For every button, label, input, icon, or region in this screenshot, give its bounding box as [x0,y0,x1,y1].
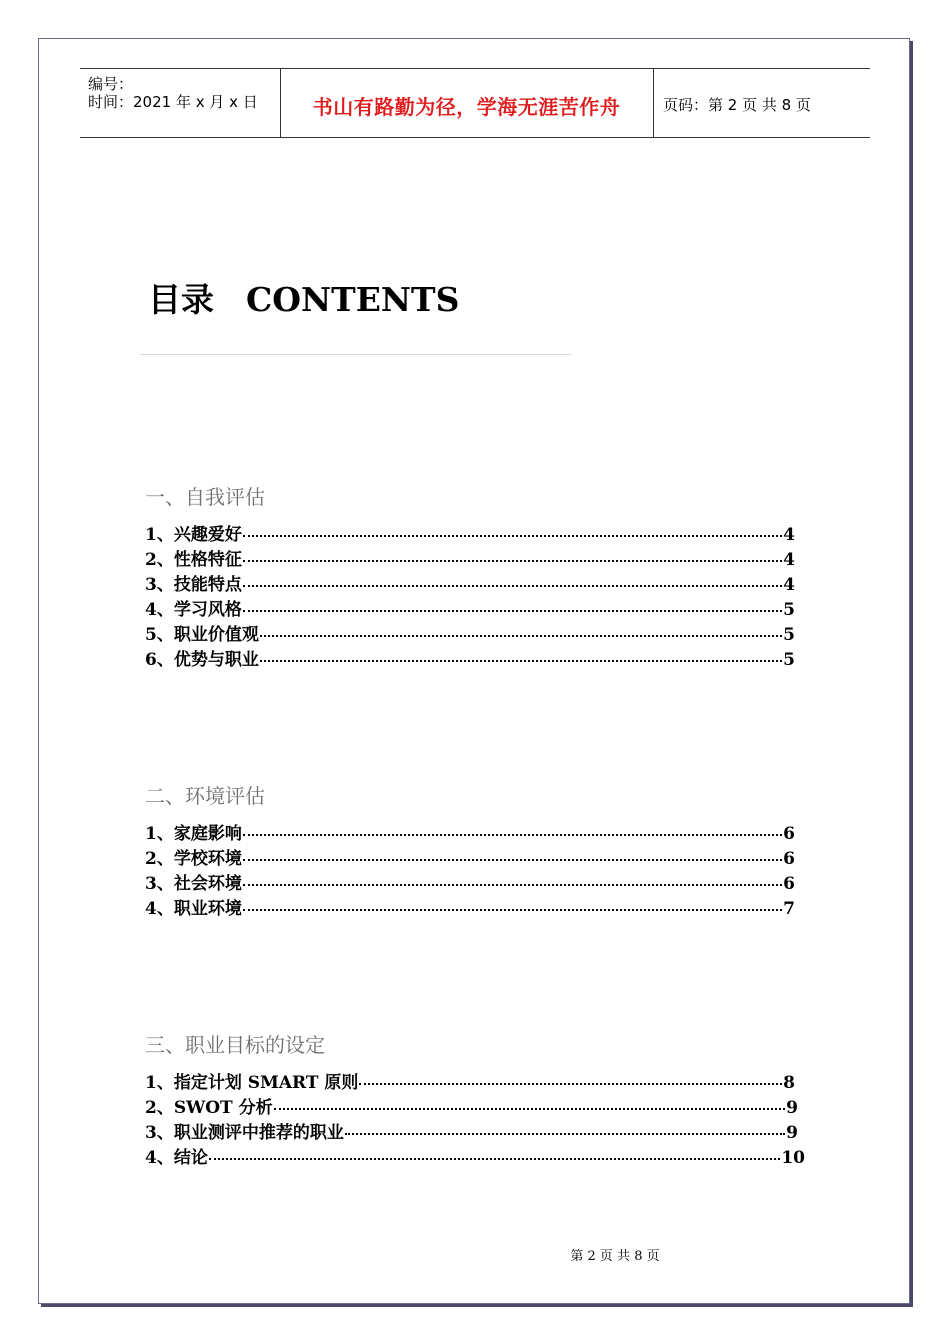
toc-item[interactable] [145,520,795,545]
toc-item[interactable] [145,1118,798,1143]
toc-item-page: 5 [783,600,795,620]
toc-item-page: 10 [781,1148,805,1168]
toc-item-page: 4 [783,525,795,545]
toc-leader-dots [243,599,782,612]
title-chinese: 目录 [148,280,214,319]
toc-item-page: 6 [783,874,795,894]
section-heading-environment-assessment: 二、环境评估 [145,784,265,808]
toc-leader-dots [345,1122,785,1135]
toc-item-page: 9 [786,1123,798,1143]
page-title [148,274,459,321]
toc-item-label: 1、家庭影响 [145,824,242,844]
toc-item[interactable] [145,545,795,570]
toc-item[interactable] [145,645,795,670]
toc-item[interactable] [145,595,795,620]
toc-item[interactable] [145,844,795,869]
toc-item-label: 4、结论 [145,1148,208,1168]
toc-item-label: 3、技能特点 [145,575,242,595]
toc-item[interactable] [145,620,795,645]
toc-item[interactable] [145,1143,805,1168]
toc-item-page: 5 [783,650,795,670]
toc-leader-dots [243,549,782,562]
title-divider [140,354,571,355]
toc-item-page: 5 [783,625,795,645]
toc-item-page: 4 [783,575,795,595]
toc-item-page: 6 [783,849,795,869]
section-heading-self-assessment: 一、自我评估 [145,485,265,509]
toc-item[interactable] [145,869,795,894]
toc-item-label: 2、性格特征 [145,550,242,570]
toc-leader-dots [260,624,782,637]
title-english: CONTENTS [246,280,460,319]
document-number: 编号： [88,75,134,93]
toc-leader-dots [209,1147,780,1160]
toc-leader-dots [243,524,782,537]
toc-item-label: 3、社会环境 [145,874,242,894]
header-motto-cell [280,69,654,137]
toc-leader-dots [260,649,782,662]
toc-leader-dots [359,1072,782,1085]
toc-item-label: 3、职业测评中推荐的职业 [145,1123,344,1143]
toc-leader-dots [243,848,782,861]
toc-item[interactable] [145,894,795,919]
toc-leader-dots [243,574,782,587]
toc-item-page: 9 [786,1098,798,1118]
header-info-cell [80,69,281,137]
toc-item-label: 4、学习风格 [145,600,242,620]
toc-item-page: 8 [783,1073,795,1093]
toc-item-page: 4 [783,550,795,570]
toc-item-label: 2、SWOT 分析 [145,1098,273,1118]
toc-item-label: 5、职业价值观 [145,625,259,645]
toc-leader-dots [274,1097,786,1110]
toc-item-page: 7 [783,899,795,919]
toc-item-label: 1、兴趣爱好 [145,525,242,545]
toc-item[interactable] [145,1068,795,1093]
toc-leader-dots [243,898,782,911]
toc-item-label: 1、指定计划 SMART 原则 [145,1073,359,1093]
toc-leader-dots [243,873,782,886]
section-heading-career-goals: 三、职业目标的设定 [145,1033,325,1057]
toc-leader-dots [243,823,782,836]
header-page-cell [654,69,870,137]
page-header [80,68,870,138]
toc-item-label: 6、优势与职业 [145,650,259,670]
header-motto: 书山有路勤为径，学海无涯苦作舟 [312,95,621,119]
document-date: 时间：2021 年 x 月 x 日 [88,93,258,111]
page-footer: 第 2 页 共 8 页 [570,1249,660,1264]
toc-item[interactable] [145,1093,798,1118]
toc-item-label: 4、职业环境 [145,899,242,919]
toc-item-page: 6 [783,824,795,844]
header-page-code: 页码：第 2 页 共 8 页 [663,96,811,114]
toc-item[interactable] [145,819,795,844]
toc-item-label: 2、学校环境 [145,849,242,869]
toc-item[interactable] [145,570,795,595]
